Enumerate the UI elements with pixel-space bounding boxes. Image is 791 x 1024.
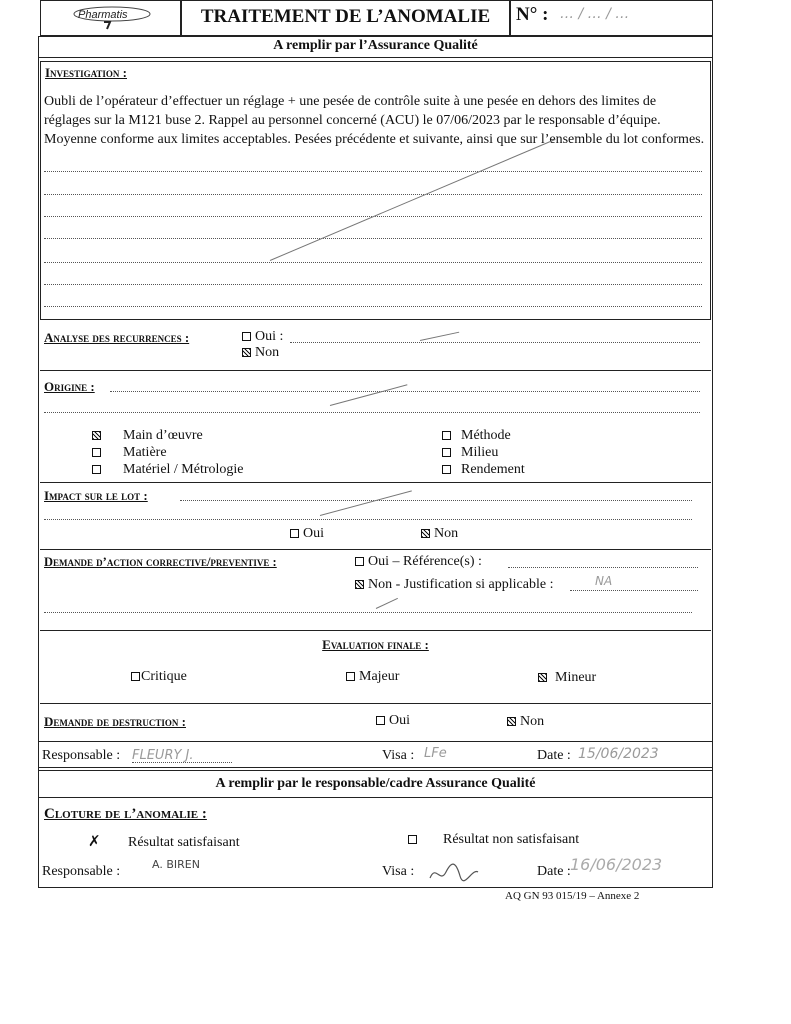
destruction-oui-checkbox[interactable] [376,716,385,725]
recurrence-oui-label: Oui : [255,329,284,344]
destruction-oui[interactable] [376,713,410,729]
evaluation-mineur[interactable] [538,670,596,686]
majeur-label: Majeur [359,669,400,684]
materiel-checkbox[interactable] [92,465,101,474]
non-satisfaisant-label: Résultat non satisfaisant [443,832,580,847]
action-oui-checkbox[interactable] [355,557,364,566]
impact-oui-checkbox[interactable] [290,529,299,538]
date-value: 15/06/2023 [578,746,659,762]
dotted-line [180,500,692,501]
dotted-line [508,567,698,568]
cloture-date-label: Date : [537,864,571,879]
cloture-visa-signature [428,858,488,891]
origine-materiel[interactable] [92,462,244,478]
impact-non[interactable] [421,526,458,542]
satisfaisant-label: Résultat satisfaisant [128,835,240,850]
divider [40,703,711,704]
origine-matiere[interactable] [92,445,167,461]
dotted-line [44,238,702,239]
cloture-date-value: 16/06/2023 [570,855,663,874]
divider [38,741,713,742]
milieu-label: Milieu [461,445,499,460]
dotted-line [132,762,232,763]
destruction-non[interactable] [507,714,544,730]
recurrence-oui[interactable] [242,329,283,345]
action-non-value: NA [595,574,613,588]
divider [38,57,713,58]
logo-text: Pharmatis [78,9,128,21]
impact-oui-label: Oui [303,526,324,541]
matiere-checkbox[interactable] [92,448,101,457]
origine-rendement[interactable] [442,462,525,478]
responsable-label: Responsable : [42,748,121,763]
action-non-checkbox[interactable] [355,580,364,589]
cloture-visa-label: Visa : [382,864,415,879]
action-non[interactable] [355,577,553,593]
main-oeuvre-checkbox[interactable] [92,431,101,440]
divider [40,630,711,631]
dotted-line [44,306,702,307]
recurrence-non-checkbox[interactable] [242,348,251,357]
recurrence-label: Analyse des recurrences : [44,330,190,345]
matiere-label: Matière [123,445,167,460]
date-label: Date : [537,748,571,763]
impact-non-label: Non [434,526,459,541]
pharmatis-logo [70,4,160,37]
footer-reference: AQ GN 93 015/19 – Annexe 2 [505,890,640,902]
number-value: … / … / … [560,6,630,22]
number-label: N° : [516,4,549,25]
dotted-line [44,284,702,285]
action-oui[interactable] [355,554,482,570]
critique-checkbox[interactable] [131,672,140,681]
impact-non-checkbox[interactable] [421,529,430,538]
impact-oui[interactable] [290,526,324,542]
dotted-line [110,391,700,392]
destruction-non-checkbox[interactable] [507,717,516,726]
dotted-line [44,412,700,413]
origine-milieu[interactable] [442,445,498,461]
investigation-label: Investigation : [45,65,127,80]
responsable-value: FLEURY J. [132,748,194,763]
destruction-oui-label: Oui [389,713,410,728]
origine-main-oeuvre[interactable] [92,428,203,444]
mineur-checkbox[interactable] [538,673,547,682]
origine-methode[interactable] [442,428,511,444]
dotted-line [570,590,698,591]
methode-checkbox[interactable] [442,431,451,440]
impact-label: Impact sur le lot : [44,488,148,503]
dotted-line [44,171,702,172]
origine-label: Origine : [44,379,95,394]
critique-label: Critique [141,669,187,684]
recurrence-non[interactable] [242,345,279,361]
action-non-label: Non - Justification si applicable : [368,577,554,592]
satisfaisant-check-mark[interactable]: ✗ [88,834,101,850]
cloture-responsable-value: A. BIREN [152,858,200,871]
dotted-line [44,612,692,613]
recurrence-non-label: Non [255,345,280,360]
evaluation-label: Evaluation finale : [322,637,429,652]
section-qa-label: A remplir par l’Assurance Qualité [273,38,478,53]
rendement-checkbox[interactable] [442,465,451,474]
visa-value: LFe [424,746,447,761]
non-satisfaisant-checkbox[interactable] [408,835,417,844]
investigation-text: Oubli de l’opérateur d’effectuer un réglage + une pesée de contrôle suite à une pesée en dehors des limites de réglages sur la M121 buse 2. Rappel au personnel concerné (ACU) le 07/06/2023 par le responsable d’équipe. Moyenne conforme aux limites acceptables. Pesées précédente et suivante, ainsi que sur l’ensemble du lot conformes. [44,94,705,147]
rendement-label: Rendement [461,462,525,477]
divider [40,549,711,550]
divider [40,482,711,483]
recurrence-oui-checkbox[interactable] [242,332,251,341]
main-oeuvre-label: Main d’œuvre [123,428,203,443]
methode-label: Méthode [461,428,511,443]
destruction-label: Demande de destruction : [44,714,186,729]
dotted-line [44,262,702,263]
milieu-checkbox[interactable] [442,448,451,457]
dotted-line [290,342,700,343]
cloture-label: Cloture de l’anomalie : [44,806,207,822]
cloture-satisfaisant[interactable] [88,832,240,851]
cloture-non-satisfaisant[interactable] [408,832,579,848]
dotted-line [44,194,702,195]
action-oui-label: Oui – Référence(s) : [368,554,482,569]
divider [38,767,713,768]
destruction-non-label: Non [520,714,545,729]
evaluation-critique[interactable] [131,669,187,685]
page-title: TRAITEMENT DE L’ANOMALIE [200,6,491,27]
majeur-checkbox[interactable] [346,672,355,681]
action-label: Demande d’action corrective/preventive : [44,555,277,569]
section-cadre-label: A remplir par le responsable/cadre Assurance Qualité [215,776,536,791]
divider [40,370,711,371]
dotted-line [44,519,692,520]
visa-label: Visa : [382,748,415,763]
materiel-label: Matériel / Métrologie [123,462,244,477]
cloture-responsable-label: Responsable : [42,864,121,879]
evaluation-majeur[interactable] [346,669,399,685]
mineur-label: Mineur [555,670,597,685]
